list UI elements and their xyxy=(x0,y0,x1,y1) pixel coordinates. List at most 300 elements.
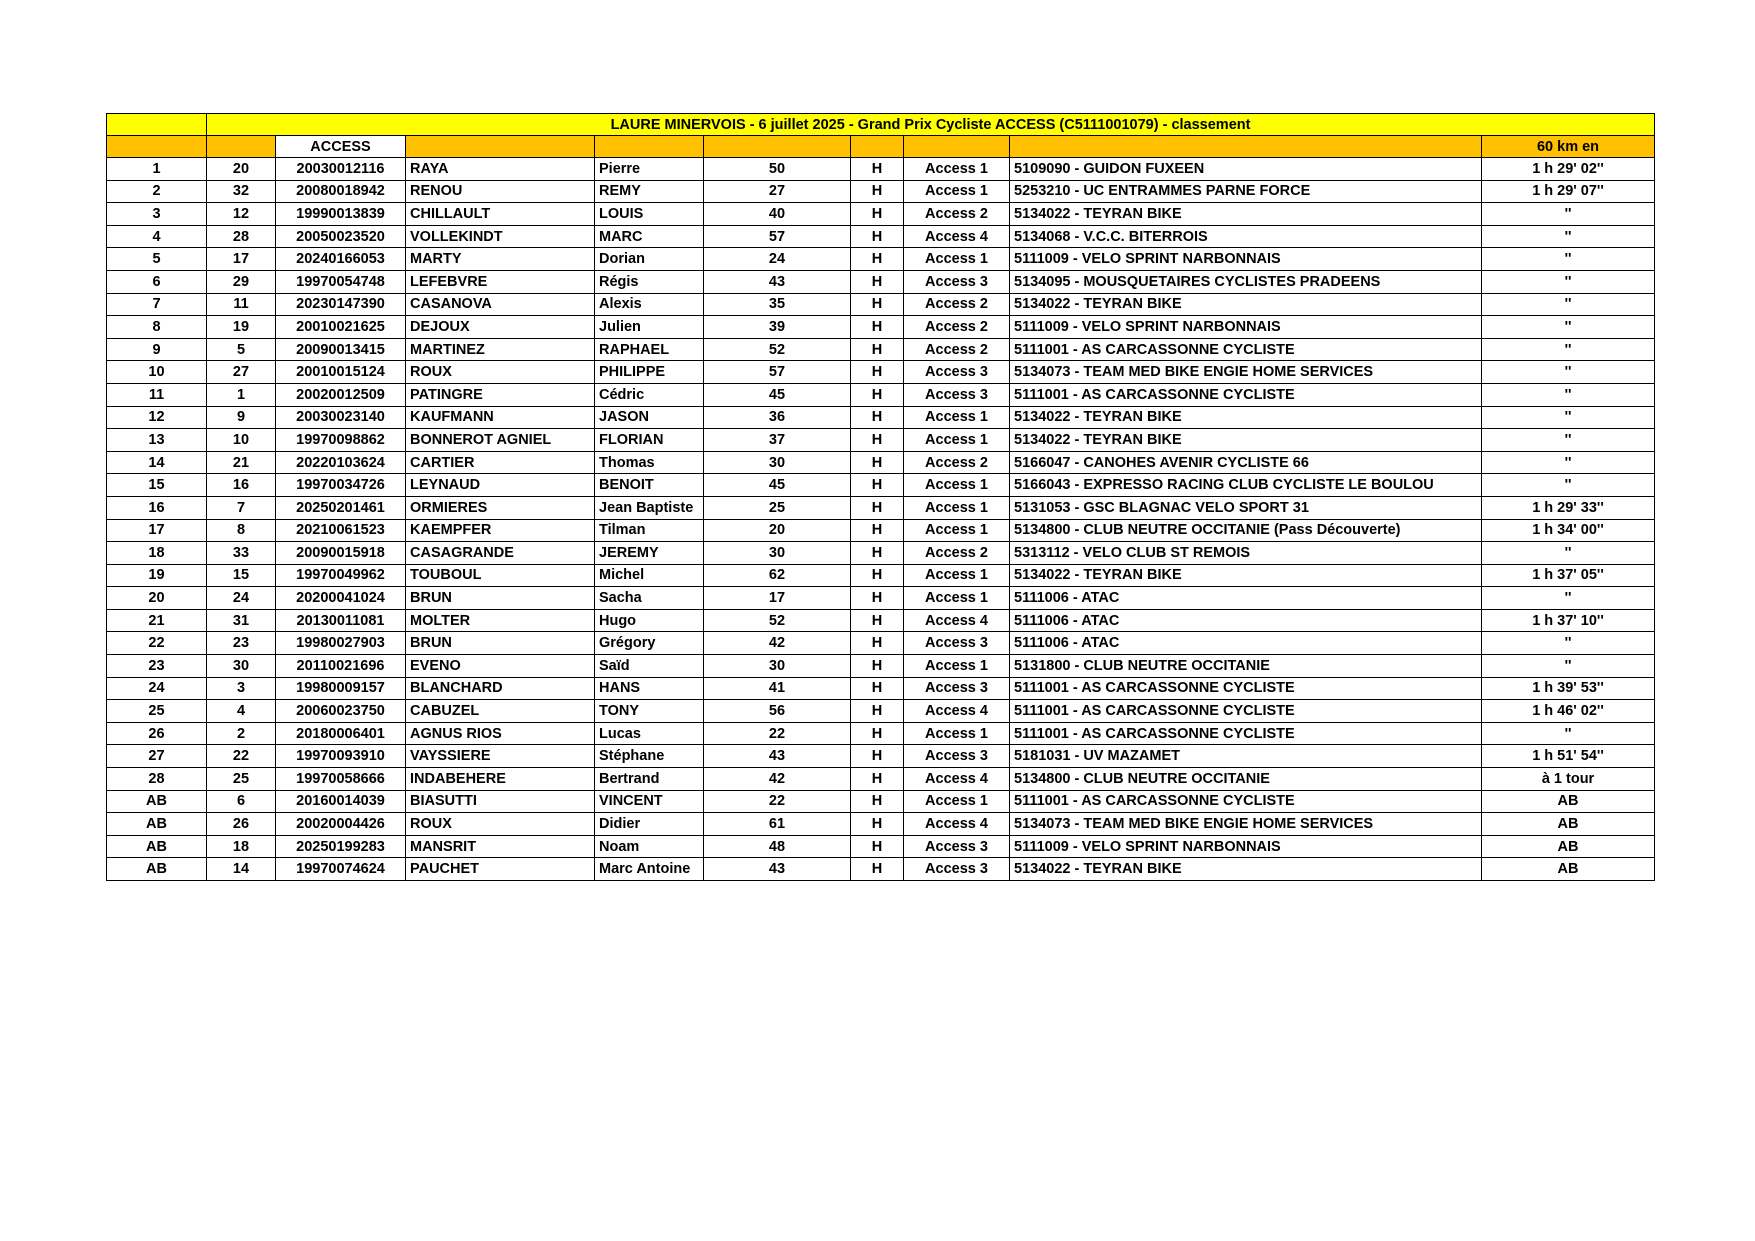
sex-cell: H xyxy=(851,451,904,474)
last-name-cell: AGNUS RIOS xyxy=(406,722,595,745)
time-cell: '' xyxy=(1482,451,1655,474)
time-cell: à 1 tour xyxy=(1482,768,1655,791)
club-cell: 5166047 - CANOHES AVENIR CYCLISTE 66 xyxy=(1010,451,1482,474)
licence-cell: 20210061523 xyxy=(276,519,406,542)
table-row xyxy=(107,180,1655,203)
sex-cell: H xyxy=(851,745,904,768)
first-name-cell: Saïd xyxy=(595,655,704,678)
licence-cell: 20030023140 xyxy=(276,406,406,429)
age-cell: 30 xyxy=(704,655,851,678)
table-row xyxy=(107,790,1655,813)
table-row xyxy=(107,474,1655,497)
first-name-cell: Cédric xyxy=(595,383,704,406)
last-name-cell: CASANOVA xyxy=(406,293,595,316)
rank-cell: AB xyxy=(107,835,207,858)
sex-cell: H xyxy=(851,293,904,316)
first-name-cell: Alexis xyxy=(595,293,704,316)
club-cell: 5111001 - AS CARCASSONNE CYCLISTE xyxy=(1010,383,1482,406)
last-name-cell: KAEMPFER xyxy=(406,519,595,542)
category-cell: Access 3 xyxy=(904,745,1010,768)
age-cell: 50 xyxy=(704,158,851,181)
time-cell: '' xyxy=(1482,270,1655,293)
age-cell: 45 xyxy=(704,474,851,497)
time-cell: AB xyxy=(1482,813,1655,836)
sex-cell: H xyxy=(851,790,904,813)
first-name-cell: Régis xyxy=(595,270,704,293)
bib-cell: 30 xyxy=(207,655,276,678)
sex-cell: H xyxy=(851,835,904,858)
licence-cell: 19970098862 xyxy=(276,429,406,452)
time-cell: '' xyxy=(1482,429,1655,452)
last-name-cell: BRUN xyxy=(406,632,595,655)
table-row xyxy=(107,406,1655,429)
time-cell: '' xyxy=(1482,406,1655,429)
category-cell: Access 1 xyxy=(904,474,1010,497)
rank-cell: 13 xyxy=(107,429,207,452)
last-name-cell: PATINGRE xyxy=(406,383,595,406)
category-cell: Access 2 xyxy=(904,542,1010,565)
bib-cell: 4 xyxy=(207,700,276,723)
age-cell: 52 xyxy=(704,338,851,361)
licence-cell: 19990013839 xyxy=(276,203,406,226)
time-cell: 1 h 29' 02'' xyxy=(1482,158,1655,181)
table-row xyxy=(107,293,1655,316)
rank-cell: 24 xyxy=(107,677,207,700)
header-cell-bib xyxy=(207,136,276,158)
category-cell: Access 1 xyxy=(904,790,1010,813)
time-cell: '' xyxy=(1482,383,1655,406)
rank-cell: 18 xyxy=(107,542,207,565)
first-name-cell: Sacha xyxy=(595,587,704,610)
club-cell: 5134022 - TEYRAN BIKE xyxy=(1010,406,1482,429)
first-name-cell: LOUIS xyxy=(595,203,704,226)
age-cell: 22 xyxy=(704,722,851,745)
first-name-cell: BENOIT xyxy=(595,474,704,497)
bib-cell: 18 xyxy=(207,835,276,858)
last-name-cell: TOUBOUL xyxy=(406,564,595,587)
last-name-cell: BIASUTTI xyxy=(406,790,595,813)
rank-cell: 19 xyxy=(107,564,207,587)
first-name-cell: Michel xyxy=(595,564,704,587)
bib-cell: 11 xyxy=(207,293,276,316)
licence-cell: 19970049962 xyxy=(276,564,406,587)
header-cell-rank xyxy=(107,136,207,158)
sex-cell: H xyxy=(851,655,904,678)
table-row xyxy=(107,225,1655,248)
last-name-cell: PAUCHET xyxy=(406,858,595,881)
rank-cell: 12 xyxy=(107,406,207,429)
table-row xyxy=(107,564,1655,587)
first-name-cell: Bertrand xyxy=(595,768,704,791)
first-name-cell: HANS xyxy=(595,677,704,700)
table-row xyxy=(107,858,1655,881)
header-row xyxy=(107,136,1655,158)
bib-cell: 33 xyxy=(207,542,276,565)
category-cell: Access 3 xyxy=(904,858,1010,881)
licence-cell: 20240166053 xyxy=(276,248,406,271)
club-cell: 5134095 - MOUSQUETAIRES CYCLISTES PRADEENS xyxy=(1010,270,1482,293)
licence-cell: 20060023750 xyxy=(276,700,406,723)
table-row xyxy=(107,542,1655,565)
first-name-cell: JASON xyxy=(595,406,704,429)
last-name-cell: RENOU xyxy=(406,180,595,203)
last-name-cell: MOLTER xyxy=(406,609,595,632)
first-name-cell: Pierre xyxy=(595,158,704,181)
bib-cell: 27 xyxy=(207,361,276,384)
licence-cell: 19980009157 xyxy=(276,677,406,700)
rank-cell: 10 xyxy=(107,361,207,384)
club-cell: 5134022 - TEYRAN BIKE xyxy=(1010,564,1482,587)
first-name-cell: Noam xyxy=(595,835,704,858)
bib-cell: 1 xyxy=(207,383,276,406)
age-cell: 20 xyxy=(704,519,851,542)
rank-cell: 5 xyxy=(107,248,207,271)
category-cell: Access 4 xyxy=(904,813,1010,836)
bib-cell: 7 xyxy=(207,496,276,519)
time-cell: 1 h 29' 07'' xyxy=(1482,180,1655,203)
club-cell: 5111001 - AS CARCASSONNE CYCLISTE xyxy=(1010,722,1482,745)
last-name-cell: KAUFMANN xyxy=(406,406,595,429)
table-row xyxy=(107,429,1655,452)
first-name-cell: Dorian xyxy=(595,248,704,271)
sex-cell: H xyxy=(851,700,904,723)
age-cell: 25 xyxy=(704,496,851,519)
age-cell: 35 xyxy=(704,293,851,316)
sex-cell: H xyxy=(851,248,904,271)
licence-cell: 19980027903 xyxy=(276,632,406,655)
licence-cell: 20010021625 xyxy=(276,316,406,339)
rank-cell: 27 xyxy=(107,745,207,768)
age-cell: 37 xyxy=(704,429,851,452)
rank-cell: 1 xyxy=(107,158,207,181)
first-name-cell: JEREMY xyxy=(595,542,704,565)
age-cell: 57 xyxy=(704,225,851,248)
time-cell: '' xyxy=(1482,632,1655,655)
time-cell: 1 h 51' 54'' xyxy=(1482,745,1655,768)
first-name-cell: Thomas xyxy=(595,451,704,474)
first-name-cell: VINCENT xyxy=(595,790,704,813)
table-row xyxy=(107,768,1655,791)
rank-cell: 8 xyxy=(107,316,207,339)
club-cell: 5131053 - GSC BLAGNAC VELO SPORT 31 xyxy=(1010,496,1482,519)
category-cell: Access 1 xyxy=(904,158,1010,181)
sex-cell: H xyxy=(851,158,904,181)
licence-cell: 20090015918 xyxy=(276,542,406,565)
age-cell: 36 xyxy=(704,406,851,429)
club-cell: 5111001 - AS CARCASSONNE CYCLISTE xyxy=(1010,677,1482,700)
first-name-cell: Marc Antoine xyxy=(595,858,704,881)
sex-cell: H xyxy=(851,813,904,836)
club-cell: 5313112 - VELO CLUB ST REMOIS xyxy=(1010,542,1482,565)
header-cell-category xyxy=(904,136,1010,158)
licence-cell: 20220103624 xyxy=(276,451,406,474)
bib-cell: 23 xyxy=(207,632,276,655)
sex-cell: H xyxy=(851,361,904,384)
table-title: LAURE MINERVOIS - 6 juillet 2025 - Grand Prix Cycliste ACCESS (C5111001079) - classement xyxy=(207,114,1655,136)
age-cell: 30 xyxy=(704,542,851,565)
category-cell: Access 4 xyxy=(904,609,1010,632)
sex-cell: H xyxy=(851,768,904,791)
club-cell: 5134022 - TEYRAN BIKE xyxy=(1010,858,1482,881)
rank-cell: 3 xyxy=(107,203,207,226)
time-cell: 1 h 34' 00'' xyxy=(1482,519,1655,542)
table-row xyxy=(107,316,1655,339)
club-cell: 5111001 - AS CARCASSONNE CYCLISTE xyxy=(1010,338,1482,361)
time-cell: '' xyxy=(1482,203,1655,226)
time-cell: '' xyxy=(1482,474,1655,497)
time-cell: '' xyxy=(1482,722,1655,745)
last-name-cell: RAYA xyxy=(406,158,595,181)
last-name-cell: CHILLAULT xyxy=(406,203,595,226)
bib-cell: 15 xyxy=(207,564,276,587)
first-name-cell: Julien xyxy=(595,316,704,339)
licence-cell: 20130011081 xyxy=(276,609,406,632)
licence-cell: 20200041024 xyxy=(276,587,406,610)
category-cell: Access 1 xyxy=(904,587,1010,610)
sex-cell: H xyxy=(851,542,904,565)
rank-cell: 23 xyxy=(107,655,207,678)
age-cell: 57 xyxy=(704,361,851,384)
sex-cell: H xyxy=(851,429,904,452)
licence-cell: 19970054748 xyxy=(276,270,406,293)
club-cell: 5111009 - VELO SPRINT NARBONNAIS xyxy=(1010,835,1482,858)
age-cell: 30 xyxy=(704,451,851,474)
category-cell: Access 2 xyxy=(904,451,1010,474)
table-row xyxy=(107,270,1655,293)
rank-cell: 11 xyxy=(107,383,207,406)
table-row xyxy=(107,361,1655,384)
age-cell: 61 xyxy=(704,813,851,836)
bib-cell: 32 xyxy=(207,180,276,203)
table-row xyxy=(107,632,1655,655)
rank-cell: 25 xyxy=(107,700,207,723)
category-cell: Access 3 xyxy=(904,383,1010,406)
time-cell: '' xyxy=(1482,316,1655,339)
sex-cell: H xyxy=(851,225,904,248)
bib-cell: 29 xyxy=(207,270,276,293)
sex-cell: H xyxy=(851,180,904,203)
last-name-cell: VOLLEKINDT xyxy=(406,225,595,248)
first-name-cell: RAPHAEL xyxy=(595,338,704,361)
age-cell: 24 xyxy=(704,248,851,271)
header-cell-age xyxy=(704,136,851,158)
sex-cell: H xyxy=(851,632,904,655)
club-cell: 5111001 - AS CARCASSONNE CYCLISTE xyxy=(1010,790,1482,813)
club-cell: 5111009 - VELO SPRINT NARBONNAIS xyxy=(1010,248,1482,271)
category-cell: Access 3 xyxy=(904,270,1010,293)
club-cell: 5109090 - GUIDON FUXEEN xyxy=(1010,158,1482,181)
category-cell: Access 1 xyxy=(904,496,1010,519)
bib-cell: 22 xyxy=(207,745,276,768)
rank-cell: 16 xyxy=(107,496,207,519)
club-cell: 5111006 - ATAC xyxy=(1010,632,1482,655)
table-row xyxy=(107,677,1655,700)
licence-cell: 20250199283 xyxy=(276,835,406,858)
age-cell: 41 xyxy=(704,677,851,700)
bib-cell: 3 xyxy=(207,677,276,700)
first-name-cell: Didier xyxy=(595,813,704,836)
rank-cell: 15 xyxy=(107,474,207,497)
licence-cell: 20230147390 xyxy=(276,293,406,316)
rank-cell: 7 xyxy=(107,293,207,316)
age-cell: 45 xyxy=(704,383,851,406)
last-name-cell: CARTIER xyxy=(406,451,595,474)
first-name-cell: Grégory xyxy=(595,632,704,655)
licence-cell: 20020012509 xyxy=(276,383,406,406)
sex-cell: H xyxy=(851,474,904,497)
club-cell: 5134073 - TEAM MED BIKE ENGIE HOME SERVICES xyxy=(1010,813,1482,836)
rank-cell: AB xyxy=(107,790,207,813)
licence-cell: 20020004426 xyxy=(276,813,406,836)
category-cell: Access 1 xyxy=(904,564,1010,587)
table-row xyxy=(107,203,1655,226)
time-cell: AB xyxy=(1482,790,1655,813)
licence-cell: 19970058666 xyxy=(276,768,406,791)
first-name-cell: PHILIPPE xyxy=(595,361,704,384)
club-cell: 5134800 - CLUB NEUTRE OCCITANIE (Pass Découverte) xyxy=(1010,519,1482,542)
rank-cell: 9 xyxy=(107,338,207,361)
table-row xyxy=(107,700,1655,723)
sex-cell: H xyxy=(851,677,904,700)
first-name-cell: MARC xyxy=(595,225,704,248)
bib-cell: 20 xyxy=(207,158,276,181)
time-cell: 1 h 29' 33'' xyxy=(1482,496,1655,519)
bib-cell: 17 xyxy=(207,248,276,271)
category-cell: Access 2 xyxy=(904,203,1010,226)
table-row xyxy=(107,722,1655,745)
bib-cell: 5 xyxy=(207,338,276,361)
table-row xyxy=(107,519,1655,542)
header-cell-first xyxy=(595,136,704,158)
age-cell: 40 xyxy=(704,203,851,226)
club-cell: 5111006 - ATAC xyxy=(1010,609,1482,632)
table-row xyxy=(107,587,1655,610)
licence-cell: 20080018942 xyxy=(276,180,406,203)
sex-cell: H xyxy=(851,722,904,745)
club-cell: 5111006 - ATAC xyxy=(1010,587,1482,610)
title-blank-cell xyxy=(107,114,207,136)
last-name-cell: ORMIERES xyxy=(406,496,595,519)
header-time: 60 km en xyxy=(1482,136,1655,158)
category-cell: Access 3 xyxy=(904,677,1010,700)
results-table xyxy=(106,113,1655,881)
rank-cell: 17 xyxy=(107,519,207,542)
club-cell: 5134022 - TEYRAN BIKE xyxy=(1010,429,1482,452)
licence-cell: 20110021696 xyxy=(276,655,406,678)
table-row xyxy=(107,609,1655,632)
bib-cell: 12 xyxy=(207,203,276,226)
bib-cell: 10 xyxy=(207,429,276,452)
age-cell: 56 xyxy=(704,700,851,723)
age-cell: 27 xyxy=(704,180,851,203)
category-cell: Access 3 xyxy=(904,632,1010,655)
table-row xyxy=(107,813,1655,836)
age-cell: 17 xyxy=(704,587,851,610)
category-cell: Access 4 xyxy=(904,768,1010,791)
licence-cell: 20250201461 xyxy=(276,496,406,519)
bib-cell: 25 xyxy=(207,768,276,791)
bib-cell: 26 xyxy=(207,813,276,836)
sex-cell: H xyxy=(851,406,904,429)
licence-cell: 20090013415 xyxy=(276,338,406,361)
last-name-cell: ROUX xyxy=(406,361,595,384)
licence-cell: 20050023520 xyxy=(276,225,406,248)
category-cell: Access 3 xyxy=(904,361,1010,384)
time-cell: '' xyxy=(1482,655,1655,678)
category-cell: Access 1 xyxy=(904,722,1010,745)
rank-cell: 6 xyxy=(107,270,207,293)
licence-cell: 20160014039 xyxy=(276,790,406,813)
club-cell: 5111009 - VELO SPRINT NARBONNAIS xyxy=(1010,316,1482,339)
sex-cell: H xyxy=(851,496,904,519)
category-cell: Access 3 xyxy=(904,835,1010,858)
sex-cell: H xyxy=(851,858,904,881)
sex-cell: H xyxy=(851,316,904,339)
header-cell-sex xyxy=(851,136,904,158)
bib-cell: 8 xyxy=(207,519,276,542)
age-cell: 52 xyxy=(704,609,851,632)
last-name-cell: BRUN xyxy=(406,587,595,610)
rank-cell: 21 xyxy=(107,609,207,632)
category-cell: Access 2 xyxy=(904,338,1010,361)
first-name-cell: FLORIAN xyxy=(595,429,704,452)
licence-cell: 19970074624 xyxy=(276,858,406,881)
table-row xyxy=(107,248,1655,271)
rank-cell: AB xyxy=(107,813,207,836)
first-name-cell: REMY xyxy=(595,180,704,203)
bib-cell: 19 xyxy=(207,316,276,339)
club-cell: 5111001 - AS CARCASSONNE CYCLISTE xyxy=(1010,700,1482,723)
header-cell-last xyxy=(406,136,595,158)
header-access: ACCESS xyxy=(276,136,406,158)
first-name-cell: Lucas xyxy=(595,722,704,745)
last-name-cell: MARTY xyxy=(406,248,595,271)
sex-cell: H xyxy=(851,383,904,406)
club-cell: 5134073 - TEAM MED BIKE ENGIE HOME SERVICES xyxy=(1010,361,1482,384)
last-name-cell: EVENO xyxy=(406,655,595,678)
first-name-cell: Jean Baptiste xyxy=(595,496,704,519)
last-name-cell: BLANCHARD xyxy=(406,677,595,700)
category-cell: Access 1 xyxy=(904,429,1010,452)
time-cell: 1 h 37' 05'' xyxy=(1482,564,1655,587)
table-row xyxy=(107,383,1655,406)
last-name-cell: BONNEROT AGNIEL xyxy=(406,429,595,452)
time-cell: '' xyxy=(1482,248,1655,271)
licence-cell: 20180006401 xyxy=(276,722,406,745)
table-row xyxy=(107,655,1655,678)
category-cell: Access 1 xyxy=(904,180,1010,203)
last-name-cell: ROUX xyxy=(406,813,595,836)
time-cell: 1 h 37' 10'' xyxy=(1482,609,1655,632)
time-cell: '' xyxy=(1482,361,1655,384)
age-cell: 48 xyxy=(704,835,851,858)
title-row xyxy=(107,114,1655,136)
last-name-cell: CABUZEL xyxy=(406,700,595,723)
age-cell: 42 xyxy=(704,632,851,655)
age-cell: 22 xyxy=(704,790,851,813)
category-cell: Access 1 xyxy=(904,406,1010,429)
time-cell: '' xyxy=(1482,587,1655,610)
sex-cell: H xyxy=(851,587,904,610)
age-cell: 43 xyxy=(704,745,851,768)
rank-cell: 22 xyxy=(107,632,207,655)
club-cell: 5131800 - CLUB NEUTRE OCCITANIE xyxy=(1010,655,1482,678)
last-name-cell: LEYNAUD xyxy=(406,474,595,497)
bib-cell: 21 xyxy=(207,451,276,474)
bib-cell: 14 xyxy=(207,858,276,881)
bib-cell: 6 xyxy=(207,790,276,813)
last-name-cell: MANSRIT xyxy=(406,835,595,858)
